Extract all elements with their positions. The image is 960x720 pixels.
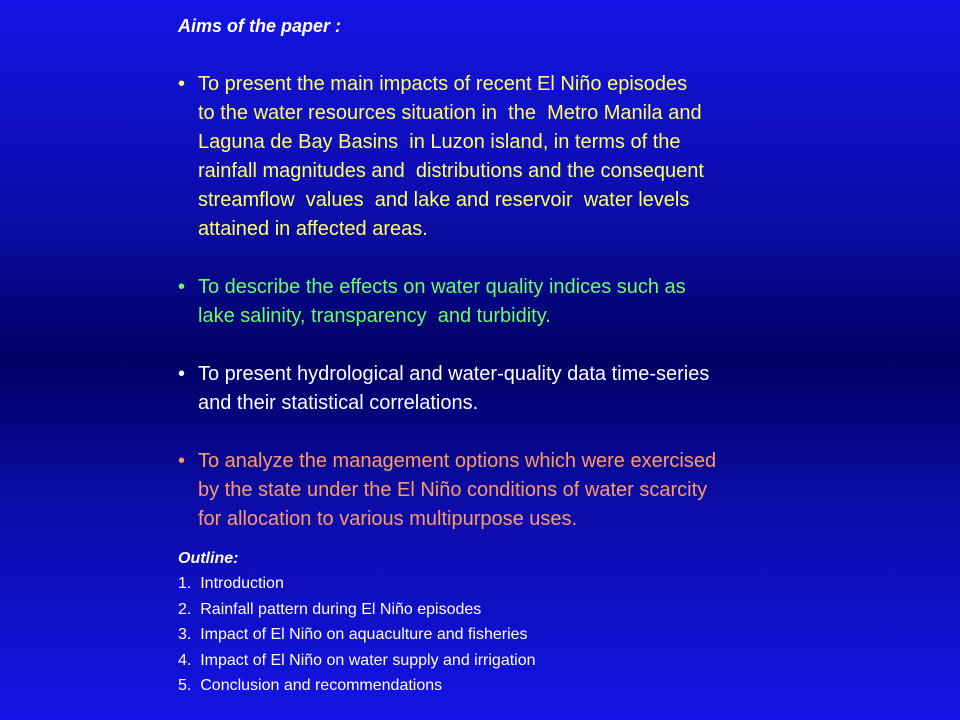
- outline-item: 4. Impact of El Niño on water supply and irrigation: [178, 651, 536, 669]
- bullet-icon: •: [178, 73, 186, 95]
- outline-item: 5. Conclusion and recommendations: [178, 677, 443, 694]
- spacer: [178, 418, 838, 447]
- aim-line: To describe the effects on water quality indices such as: [198, 276, 686, 298]
- spacer: [178, 244, 838, 273]
- aim-line: rainfall magnitudes and distributions and the consequent: [198, 160, 704, 182]
- aim-item-water-quality: [178, 273, 838, 331]
- aim-line: to the water resources situation in the Metro Manila and: [198, 102, 702, 124]
- spacer: [178, 331, 838, 360]
- aim-line: To present the main impacts of recent El Niño episodes: [198, 73, 688, 95]
- aim-line: Laguna de Bay Basins in Luzon island, in terms of the: [198, 131, 681, 153]
- bullet-icon: •: [178, 276, 186, 298]
- outline-item: 3. Impact of El Niño on aquaculture and fisheries: [178, 626, 528, 643]
- outline-item: 2. Rainfall pattern during El Niño episodes: [178, 600, 482, 618]
- aim-line: To present hydrological and water-quality data time-series: [198, 363, 710, 385]
- aim-line: To analyze the management options which were exercised: [198, 450, 717, 472]
- spacer: [178, 41, 838, 70]
- aim-line: attained in affected areas.: [198, 218, 428, 240]
- aim-line: for allocation to various multipurpose uses.: [198, 508, 578, 530]
- outline-item: 1. Introduction: [178, 575, 284, 592]
- bullet-icon: •: [178, 450, 186, 472]
- aim-line: by the state under the El Niño conditions of water scarcity: [198, 479, 708, 501]
- aim-line: lake salinity, transparency and turbidity.: [198, 305, 551, 327]
- outline-list: [178, 571, 838, 699]
- aims-heading-colon: :: [330, 16, 342, 36]
- aims-heading: [178, 12, 838, 41]
- bullet-icon: •: [178, 363, 186, 385]
- slide-content: [178, 12, 838, 699]
- aim-item-time-series: [178, 360, 838, 418]
- aim-line: and their statistical correlations.: [198, 392, 479, 414]
- aim-line: streamflow values and lake and reservoir water levels: [198, 189, 690, 211]
- aims-heading-text: Aims of the paper: [178, 16, 331, 36]
- outline-title: Outline:: [178, 550, 239, 567]
- aim-item-impacts: [178, 70, 838, 244]
- aim-item-management: [178, 447, 838, 534]
